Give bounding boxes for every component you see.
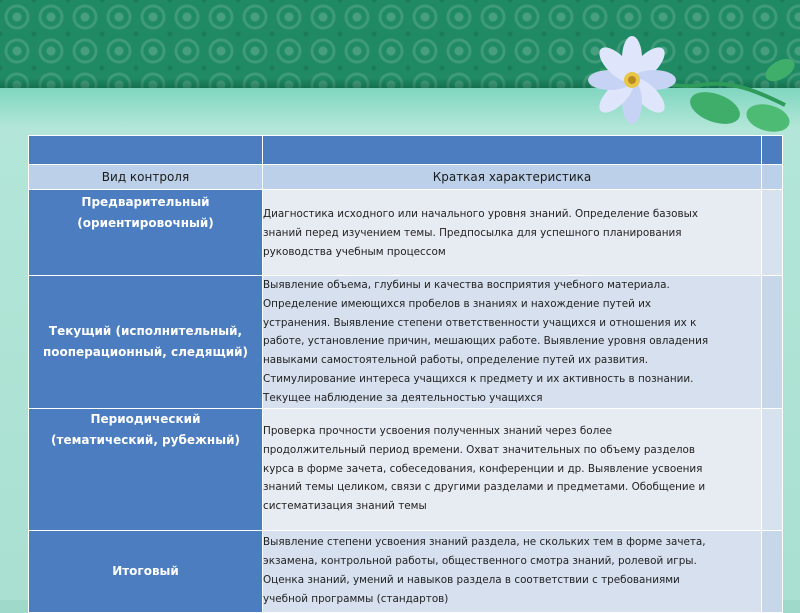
flower-icon (580, 30, 800, 140)
table-header-row (29, 165, 783, 190)
description-cell: Выявление объема, глубины и качества восприятия учебного материала. Определение имеющихся пробелов в знаниях и нахождение путей их устранения. Выявление степени ответственности учащихся и отношения их к работе, установление причин, мешающих работе. Выявление уровня овладения навыками самостоятельной работы, определение путей их развития. Стимулирование интереса учащихся к предмету и их активность в познании. Текущее наблюдение за деятельностью учащихся (263, 276, 762, 409)
control-type-cell: Текущий (исполнительный, пооперационный, следящий) (29, 276, 263, 409)
column-header-description: Краткая характеристика (263, 165, 762, 190)
control-type-cell: Предварительный (ориентировочный) (29, 190, 263, 276)
table-top-row (29, 136, 783, 165)
column-header-type: Вид контроля (29, 165, 263, 190)
control-type-cell: Итоговый (29, 530, 263, 612)
flower-petals-icon (588, 36, 676, 124)
description-cell: Выявление степени усвоения знаний раздела, не скольких тем в форме зачета, экзамена, контрольной работы, общественного смотра знаний, ролевой игры. Оценка знаний, умений и навыков раздела в соответствии с требованиями учебной программы (стандартов) (263, 530, 762, 612)
description-cell: Проверка прочности усвоения полученных знаний через более продолжительный период времени. Охват значительных по объему разделов курса в форме зачета, собеседования, конференции и др. Выявление усвоения знаний темы целиком, связи с другими разделами и предметами. Обобщение и систематизация знаний темы (263, 408, 762, 530)
description-cell: Диагностика исходного или начального уровня знаний. Определение базовых знаний перед изучением темы. Предпосылка для успешного планирования руководства учебным процессом (263, 190, 762, 276)
table-row (29, 190, 783, 276)
leaf-icon (686, 54, 799, 136)
control-types-table (28, 135, 783, 613)
control-type-cell: Периодический (тематический, рубежный) (29, 408, 263, 530)
table-row (29, 276, 783, 409)
table-row (29, 408, 783, 530)
